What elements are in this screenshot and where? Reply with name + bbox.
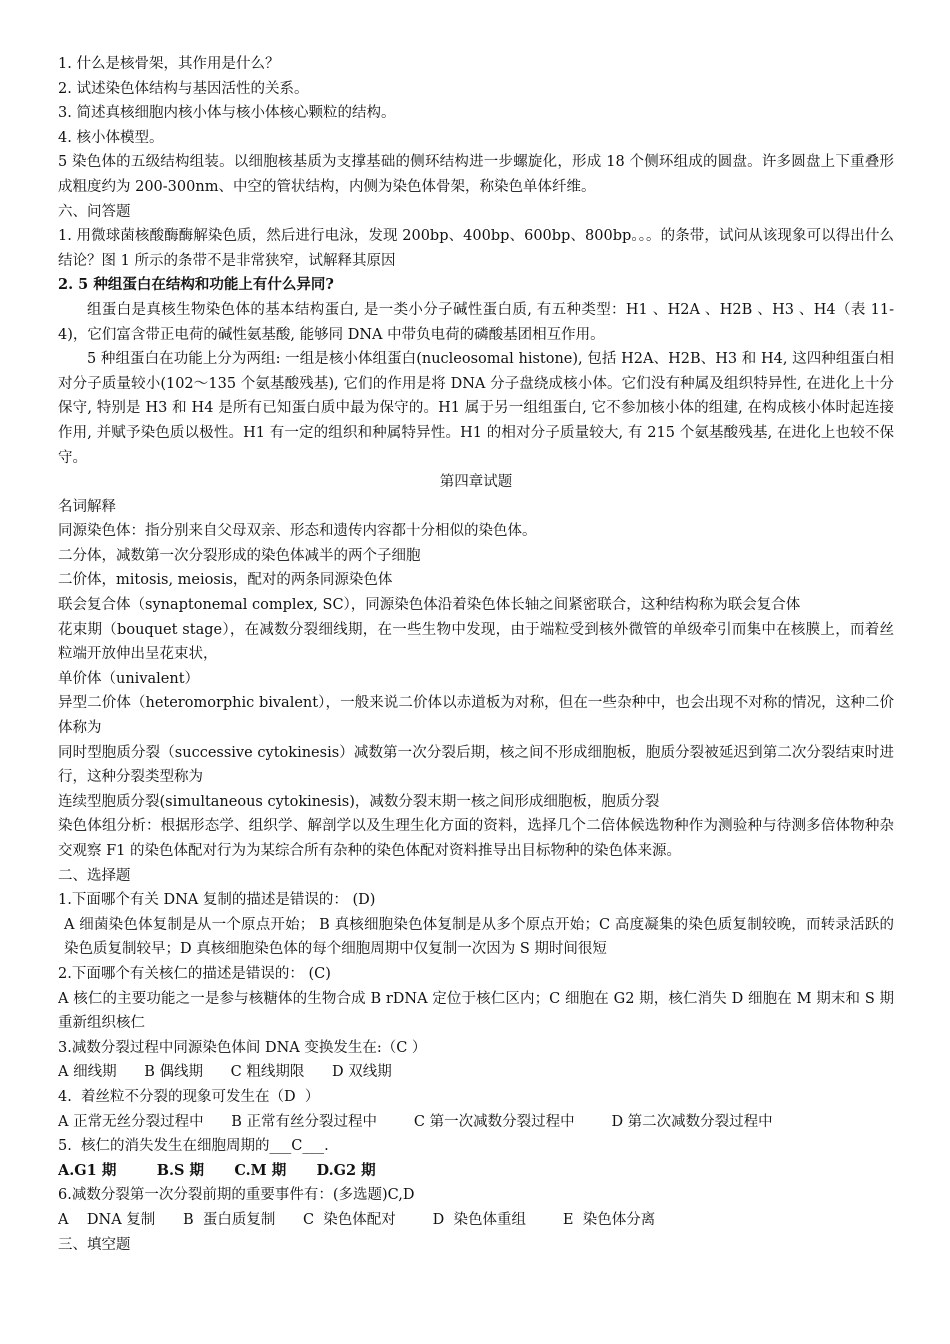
term-definition: 同时型胞质分裂（successive cytokinesis）减数第一次分裂后期，核之间不形成细胞板，胞质分裂被延迟到第二次分裂结束时进行，这种分裂类型称为 — [58, 744, 894, 786]
question-line: 3. 简述真核细胞内核小体与核小体核心颗粒的结构。 — [58, 105, 396, 122]
section-heading: 名词解释 — [58, 498, 116, 515]
term-definition: 染色体组分析：根据形态学、组织学、解剖学以及生理生化方面的资料，选择几个二倍体候选物种作为测验种与待测多倍体物种杂交观察 F1 的染色体配对行为为某综合所有杂种的染色体配对资料推导出目标物种的染色体来源。 — [58, 818, 894, 859]
question-line: 2. 5 种组蛋白在结构和功能上有什么异同? — [58, 276, 334, 294]
mcq-options: A 细线期 B 偶线期 C 粗线期限 D 双线期 — [58, 1064, 392, 1081]
term-definition: 二分体，减数第一次分裂形成的染色体减半的两个子细胞 — [58, 547, 421, 564]
answer-paragraph: 5 种组蛋白在功能上分为两组: 一组是核小体组蛋白(nucleosomal histone), 包括 H2A、H2B、H3 和 H4, 这四种组蛋白相对分子质量较小(102～135 个氨基酸残基), 它们的作用是将 DNA 分子盘绕成核小体。它们没有种属及组织特异性, 在进化上十分保守, 特别是 H3 和 H4 是所有已知蛋白质中最为保守的。H1 属于另一组组蛋白, 它不参加核小体的组建, 在构成核小体时起连接作用, 并赋予染色质以极性。H1 有一定的组织和种属特异性。H1 的相对分子质量较大, 有 215 个氨基酸残基, 在进化上也较不保守。 — [58, 351, 894, 466]
mcq-question: 4. 着丝粒不分裂的现象可发生在（D ） — [58, 1088, 320, 1105]
term-definition: 联会复合体（synaptonemal complex, SC），同源染色体沿着染色体长轴之间紧密联合，这种结构称为联会复合体 — [58, 597, 801, 614]
term-definition: 二价体，mitosis, meiosis，配对的两条同源染色体 — [58, 572, 393, 589]
term-definition: 单价体（univalent） — [58, 670, 200, 687]
term-definition: 异型二价体（heteromorphic bivalent），一般来说二价体以赤道板为对称，但在一些杂种中，也会出现不对称的情况，这种二价体称为 — [58, 695, 894, 737]
mcq-options: A.G1 期 B.S 期 C.M 期 D.G2 期 — [58, 1161, 376, 1179]
mcq-options: A 核仁的主要功能之一是参与核糖体的生物合成 B rDNA 定位于核仁区内；C 细胞在 G2 期，核仁消失 D 细胞在 M 期末和 S 期重新组织核仁 — [58, 990, 894, 1032]
mcq-question: 5. 核仁的消失发生在细胞周期的___C___. — [58, 1138, 329, 1155]
term-definition: 同源染色体：指分别来自父母双亲、形态和遗传内容都十分相似的染色体。 — [58, 523, 537, 540]
question-paragraph: 1. 用微球菌核酸酶酶解染色质，然后进行电泳，发现 200bp、400bp、600bp、800bp。。。的条带，试问从该现象可以得出什么结论？图 1 所示的条带不是非常狭窄，试解释其原因 — [58, 228, 894, 269]
mcq-question: 6.减数分裂第一次分裂前期的重要事件有：(多选题)C,D — [58, 1187, 415, 1204]
section-heading: 二、选择题 — [58, 867, 131, 884]
mcq-options: A 正常无丝分裂过程中 B 正常有丝分裂过程中 C 第一次减数分裂过程中 D 第二次减数分裂过程中 — [58, 1113, 773, 1130]
mcq-question: 1.下面哪个有关 DNA 复制的描述是错误的： (D) — [58, 892, 376, 909]
question-line: 2. 试述染色体结构与基因活性的关系。 — [58, 80, 309, 97]
answer-paragraph: 组蛋白是真核生物染色体的基本结构蛋白, 是一类小分子碱性蛋白质, 有五种类型：H1 、H2A 、H2B 、H3 、H4（表 11-4)，它们富含带正电荷的碱性氨基酸, 能够同 DNA 中带负电荷的磷酸基团相互作用。 — [58, 301, 894, 343]
question-line: 1. 什么是核骨架，其作用是什么？ — [58, 56, 280, 72]
document-page — [58, 52, 894, 1257]
section-heading: 六、问答题 — [58, 203, 131, 220]
term-definition: 花束期（bouquet stage），在减数分裂细线期，在一些生物中发现，由于端粒受到核外微管的单级牵引而集中在核膜上，而着丝粒端开放伸出呈花束状， — [58, 621, 894, 663]
term-definition: 连续型胞质分裂(simultaneous cytokinesis)，减数分裂末期一核之间形成细胞板，胞质分裂 — [58, 793, 660, 810]
mcq-question: 2.下面哪个有关核仁的描述是错误的： (C) — [58, 965, 331, 982]
answer-paragraph: 5 染色体的五级结构组装。以细胞核基质为支撑基础的侧环结构进一步螺旋化，形成 18 个侧环组成的圆盘。许多圆盘上下重叠形成粗度约为 200-300nm、中空的管状结构，内侧为染色体骨架，称染色单体纤维。 — [58, 154, 894, 195]
mcq-question: 3.减数分裂过程中同源染色体间 DNA 变换发生在:（C ） — [58, 1039, 427, 1056]
chapter-title: 第四章试题 — [439, 474, 513, 491]
mcq-options: A DNA 复制 B 蛋白质复制 C 染色体配对 D 染色体重组 E 染色体分离 — [58, 1211, 656, 1228]
mcq-options: A 细菌染色体复制是从一个原点开始； B 真核细胞染色体复制是从多个原点开始；C 高度凝集的染色质复制较晚，而转录活跃的染色质复制较早；D 真核细胞染色体的每个细胞周期中仅复制一次因为 S 期时间很短 — [64, 916, 894, 958]
section-heading: 三、填空题 — [58, 1236, 131, 1253]
question-line: 4. 核小体模型。 — [58, 129, 164, 146]
